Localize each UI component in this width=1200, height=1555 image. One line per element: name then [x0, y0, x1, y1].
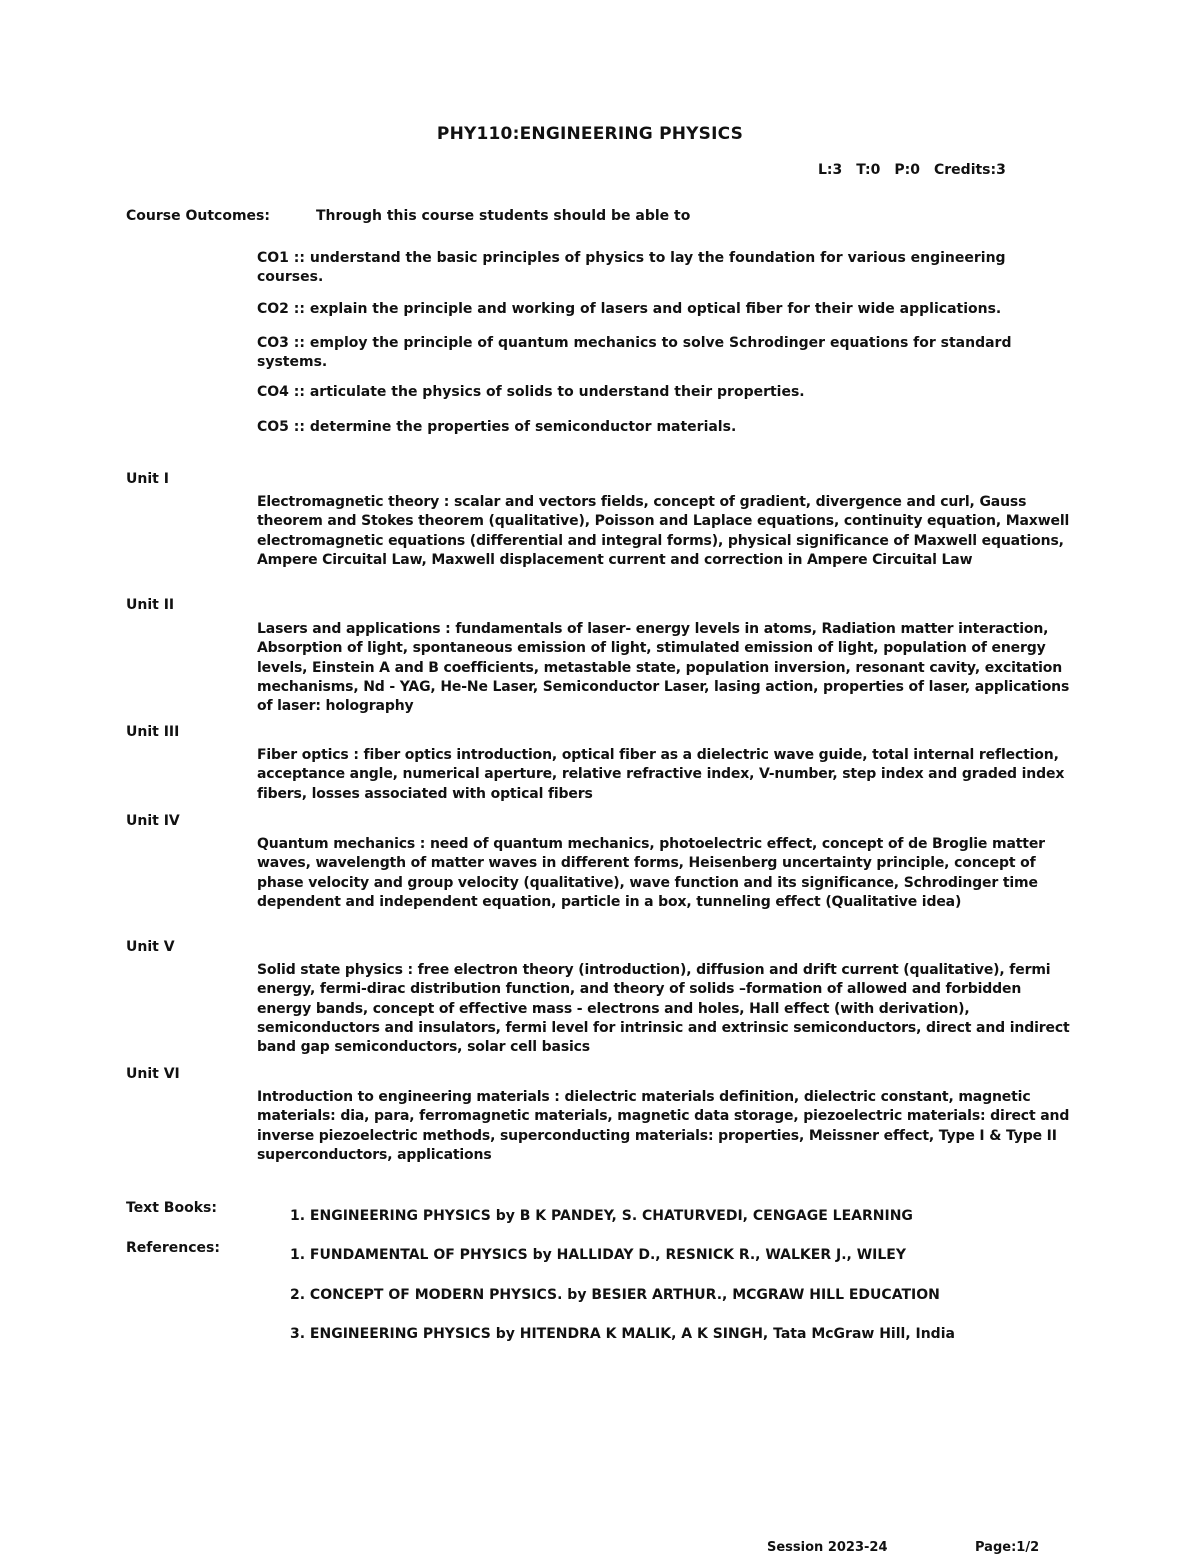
course-outcome-item: CO2 :: explain the principle and working of lasers and optical fiber for their wide applications.	[257, 301, 1002, 317]
page-title: PHY110:ENGINEERING PHYSICS	[436, 124, 744, 144]
unit-label: Unit III	[126, 724, 180, 740]
text-book-item: 1. ENGINEERING PHYSICS by B K PANDEY, S. CHATURVEDI, CENGAGE LEARNING	[290, 1208, 913, 1224]
credits: Credits:3	[934, 162, 1006, 178]
unit-label: Unit I	[126, 471, 169, 487]
session-footer: Session 2023-24	[767, 1540, 888, 1555]
practical-hours: P:0	[894, 162, 920, 178]
reference-item: 2. CONCEPT OF MODERN PHYSICS. by BESIER ARTHUR., MCGRAW HILL EDUCATION	[290, 1287, 940, 1303]
unit-topic: Solid state physics :	[257, 962, 413, 978]
unit-content	[257, 961, 1077, 1057]
tutorial-hours: T:0	[856, 162, 881, 178]
unit-topic: Introduction to engineering materials	[257, 1089, 550, 1105]
unit-content	[257, 746, 1077, 804]
unit-description: : scalar and vectors fields, concept of gradient, divergence and curl, Gauss theorem and Stokes theorem (qualitative), Poisson and Laplace equations, continuity equation, Maxwell electromagnetic equations (differential and integral forms), physical significance of Maxwell equations, Ampere Circuital Law, Maxwell displacement current and correction in Ampere Circuital Law	[257, 494, 1070, 568]
ltp-credits	[818, 162, 1020, 178]
unit-label: Unit V	[126, 939, 175, 955]
unit-label: Unit IV	[126, 813, 180, 829]
unit-description: : dielectric materials definition, dielectric constant, magnetic materials: dia, para, ferromagnetic materials, magnetic data storage, piezoelectric materials: direct and inverse piezoelectric methods, superconducting materials: properties, Meissner effect, Type I & Type II superconductors, applications	[257, 1089, 1070, 1163]
unit-description: : fiber optics introduction, optical fiber as a dielectric wave guide, total internal reflection, acceptance angle, numerical aperture, relative refractive index, V-number, step index and graded index fibers, losses associated with optical fibers	[257, 747, 1065, 802]
unit-topic: Quantum mechanics :	[257, 836, 426, 852]
unit-topic: Electromagnetic theory	[257, 494, 440, 510]
reference-item: 1. FUNDAMENTAL OF PHYSICS by HALLIDAY D., RESNICK R., WALKER J., WILEY	[290, 1247, 906, 1263]
unit-label: Unit II	[126, 597, 175, 613]
course-outcome-item: CO1 :: understand the basic principles of physics to lay the foundation for various engineering courses.	[257, 250, 1006, 285]
unit-content	[257, 493, 1077, 570]
unit-description: need of quantum mechanics, photoelectric effect, concept of de Broglie matter waves, wavelength of matter waves in different forms, Heisenberg uncertainty principle, concept of phase velocity and group velocity (qualitative), wave function and its significance, Schrodinger time dependent and independent equation, particle in a box, tunneling effect (Qualitative idea)	[257, 836, 1045, 910]
unit-label: Unit VI	[126, 1066, 180, 1082]
course-outcomes-intro: Through this course students should be able to	[316, 208, 691, 224]
unit-topic: Lasers and applications	[257, 621, 441, 637]
text-books-label: Text Books:	[126, 1200, 217, 1216]
course-outcome-item: CO3 :: employ the principle of quantum mechanics to solve Schrodinger equations for standard systems.	[257, 335, 1012, 370]
references-label: References:	[126, 1240, 220, 1256]
reference-item: 3. ENGINEERING PHYSICS by HITENDRA K MALIK, A K SINGH, Tata McGraw Hill, India	[290, 1326, 955, 1342]
course-outcome-item: CO4 :: articulate the physics of solids to understand their properties.	[257, 384, 805, 400]
course-outcomes-label: Course Outcomes:	[126, 208, 270, 224]
unit-description: : fundamentals of laser- energy levels in atoms, Radiation matter interaction, Absorption of light, spontaneous emission of light, stimulated emission of light, population of energy levels, Einstein A and B coefficients, metastable state, population inversion, resonant cavity, excitation mechanisms, Nd - YAG, He-Ne Laser, Semiconductor Laser, lasing action, properties of laser, applications of laser: holography	[257, 621, 1070, 715]
unit-description: free electron theory (introduction), diffusion and drift current (qualitative), fermi energy, fermi-dirac distribution function, and theory of solids –formation of allowed and forbidden energy bands, concept of effective mass - electrons and holes, Hall effect (with derivation), semiconductors and insulators, fermi level for intrinsic and extrinsic semiconductors, direct and indirect band gap semiconductors, solar cell basics	[257, 962, 1070, 1056]
page-number: Page:1/2	[975, 1540, 1040, 1555]
unit-content	[257, 835, 1077, 912]
unit-content	[257, 1088, 1077, 1165]
unit-topic: Fiber optics	[257, 747, 349, 763]
course-outcome-item: CO5 :: determine the properties of semiconductor materials.	[257, 419, 737, 435]
lecture-hours: L:3	[818, 162, 843, 178]
unit-content	[257, 620, 1077, 716]
